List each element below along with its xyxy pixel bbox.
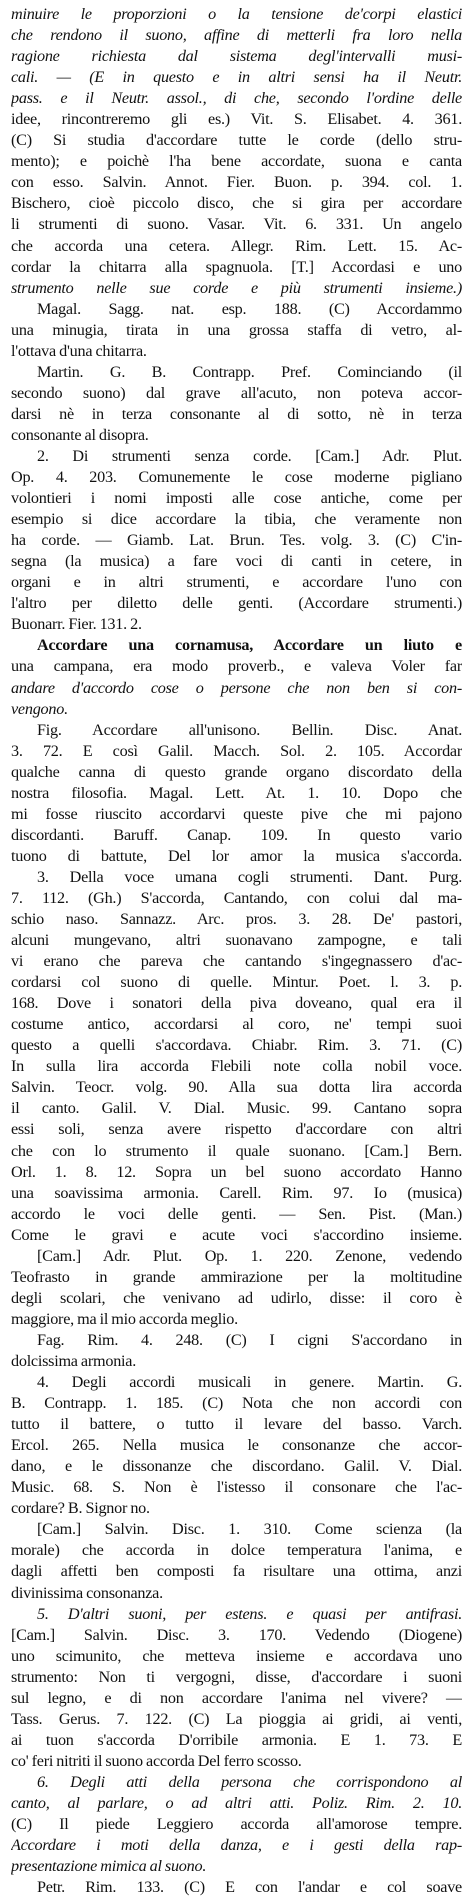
text-line: una soavissima armonia. Carell. Rim. 97. Io (musica) bbox=[11, 1183, 462, 1202]
text-line: cali. — (E in questo e in altri sensi ha il Neutr. bbox=[11, 68, 462, 87]
text-line: dagli affetti ben composti fa risultare una ottima, anzi bbox=[11, 1562, 462, 1581]
text-line: idee, rincontreremo gli es.) Vit. S. Elisabet. 4. 361. bbox=[11, 110, 462, 129]
text-line: mi fosse riuscito accordarvi queste pive che mi pajono bbox=[11, 804, 462, 823]
text-line: alcuni mungevano, altri suonavano zampogne, e tali bbox=[11, 931, 462, 950]
text-line: divinissima consonanza. bbox=[11, 1583, 163, 1602]
text-line: accordo le voci delle genti. — Sen. Pist. (Man.) bbox=[11, 1204, 462, 1223]
text-line: segna (la musica) a fare voci di canti in cetere, in bbox=[11, 552, 462, 571]
text-line: strumento: Non ti vergogni, disse, d'accordare i suoni bbox=[11, 1667, 462, 1686]
text-line: Martin. G. B. Contrapp. Pref. Cominciando (il bbox=[37, 362, 462, 381]
text-line: secondo suono) dal grave all'acuto, non poteva accor- bbox=[11, 383, 462, 402]
text-line: Music. 68. S. Non è l'istesso il consonare che l'ac- bbox=[11, 1478, 462, 1497]
text-line: schio naso. Sannazz. Arc. pros. 3. 28. De' pastori, bbox=[11, 910, 462, 929]
text-line: 3. Della voce umana cogli strumenti. Dant. Purg. bbox=[37, 867, 462, 886]
text-line: B. Contrapp. 1. 185. (C) Nota che non accordi con bbox=[11, 1394, 462, 1413]
text-line: esempio si dice accordare la tibia, che veramente non bbox=[11, 510, 462, 529]
text-line: Accordare una cornamusa, Accordare un liuto e bbox=[37, 636, 462, 655]
text-line: organi e in altri strumenti, e accordare l'uno con bbox=[11, 573, 462, 592]
text-line: Fag. Rim. 4. 248. (C) I cigni S'accordano in bbox=[37, 1330, 462, 1349]
text-line: mento); e poichè l'ha bene accordate, suona e canta bbox=[11, 152, 462, 171]
text-line: una minugia, tirata in una grossa staffa di vetro, al- bbox=[11, 320, 462, 339]
text-line: sul legno, e di non accordare l'anima nel vivere? — bbox=[11, 1688, 462, 1707]
text-line: 168. Dove i sonatori della piva doveano, qual era il bbox=[11, 994, 462, 1013]
text-line: minuire le proporzioni o la tensione de'corpi elastici bbox=[11, 5, 462, 23]
text-line: morale) che accorda in dolce temperatura l'anima, e bbox=[11, 1541, 462, 1560]
text-line: Buonarr. Fier. 131. 2. bbox=[11, 615, 142, 634]
text-line: ha corde. — Giamb. Lat. Brun. Tes. volg. 3. (C) C'in- bbox=[11, 531, 462, 550]
text-line: Accordare i moti della danza, e i gesti della rap- bbox=[11, 1836, 462, 1855]
text-line: 5. D'altri suoni, per estens. e quasi per antifrasi. bbox=[37, 1604, 462, 1623]
text-line: Come le gravi e acute voci s'accordino insieme. bbox=[11, 1225, 462, 1244]
text-line: qualche canna di questo grande organo discordato della bbox=[11, 762, 462, 781]
text-line: discordanti. Baruff. Canap. 109. In questo vario bbox=[11, 825, 462, 844]
text-line: strumento nelle sue corde e più strumenti insieme.) bbox=[11, 278, 462, 297]
text-line: dolcissima armonia. bbox=[11, 1352, 137, 1370]
text-line: In sulla lira accorda Flebili note colla nobil voce. bbox=[11, 1057, 462, 1076]
text-line: Bischero, cioè piccolo disco, che si gira per accordare bbox=[11, 194, 462, 213]
text-line: ai tuon s'accorda D'orribile armonia. E 1. 73. E bbox=[11, 1730, 462, 1749]
text-line: Op. 4. 203. Comunemente le cose moderne pigliano bbox=[11, 468, 462, 487]
text-line: Teofrasto in grande ammirazione per la moltitudine bbox=[11, 1267, 462, 1286]
text-line: l'altro per diletto delle genti. (Accordare strumenti.) bbox=[11, 594, 462, 613]
text-line: l'ottava d'una chitarra. bbox=[11, 341, 147, 360]
text-line: co' feri nitriti il suono accorda Del ferro scosso. bbox=[11, 1751, 302, 1770]
text-line: nostra filosofia. Magal. Lett. At. 1. 10. Dopo che bbox=[11, 783, 462, 802]
text-line: pass. e il Neutr. assol., di che, secondo l'ordine delle bbox=[11, 89, 462, 108]
text-line: che accorda una cetera. Allegr. Rim. Lett. 15. Ac- bbox=[11, 236, 462, 255]
text-line: con esso. Salvin. Annot. Fier. Buon. p. 394. col. 1. bbox=[11, 173, 462, 192]
text-line: Salvin. Teocr. volg. 90. Alla sua dotta lira accorda bbox=[11, 1078, 462, 1097]
text-line: Orl. 1. 8. 12. Sopra un bel suono accordato Hanno bbox=[11, 1162, 462, 1181]
text-line: (C) Si studia d'accordare tutte le corde (dello stru- bbox=[11, 131, 462, 150]
text-line: essi soli, senza avere rispetto d'accordare con altri bbox=[11, 1120, 462, 1139]
text-line: il canto. Galil. V. Dial. Music. 99. Cantano sopra bbox=[11, 1099, 462, 1118]
text-line: tuono di battute, Del lor amor la musica s'accorda. bbox=[11, 846, 462, 865]
text-line: consonante al disopra. bbox=[11, 425, 149, 444]
text-line: dano, e le dissonanze che discordano. Galil. V. Dial. bbox=[11, 1457, 462, 1476]
text-line: Petr. Rim. 133. (C) E con l'andar e col soave bbox=[37, 1878, 462, 1897]
text-line: andare d'accordo cose o persone che non ben si con- bbox=[11, 678, 462, 697]
text-line: costume antico, accordarsi al coro, ne' tempi suoi bbox=[11, 1015, 462, 1034]
text-line: tutto il battere, o tutto il levare del basso. Varch. bbox=[11, 1415, 462, 1434]
text-line: [Cam.] Adr. Plut. Op. 1. 220. Zenone, vedendo bbox=[37, 1246, 462, 1265]
text-line: cordar la chitarra alla spagnuola. [T.] Accordasi e uno bbox=[11, 257, 462, 276]
text-line: degli scolari, che venivano ad udirlo, disse: il coro è bbox=[11, 1288, 462, 1307]
text-line: Fig. Accordare all'unisono. Bellin. Disc. Anat. bbox=[37, 720, 462, 739]
text-line: cordare? B. Signor no. bbox=[11, 1499, 150, 1518]
text-line: [Cam.] Salvin. Disc. 3. 170. Vedendo (Diogene) bbox=[11, 1625, 462, 1644]
text-line: vi erano che pareva che cantando s'ingegnassero d'ac- bbox=[11, 952, 462, 971]
text-line: ragione richiesta dal sistema degl'intervalli musi- bbox=[11, 47, 462, 66]
text-line: vengono. bbox=[11, 699, 68, 718]
text-line: Tass. Gerus. 7. 122. (C) La pioggia ai gridi, ai venti, bbox=[11, 1709, 462, 1728]
text-line: 3. 72. E così Galil. Macch. Sol. 2. 105. Accordar bbox=[11, 741, 462, 760]
text-line: li strumenti di suono. Vasar. Vit. 6. 331. Un angelo bbox=[11, 215, 462, 234]
text-line: che con lo strumento il quale suonano. [Cam.] Bern. bbox=[11, 1141, 462, 1160]
text-line: (C) Il piede Leggiero accorda all'amorose tempre. bbox=[11, 1815, 462, 1834]
text-line: presentazione mimica al suono. bbox=[11, 1857, 207, 1876]
text-line: maggiore, ma il mio accorda meglio. bbox=[11, 1309, 238, 1328]
text-line: 7. 112. (Gh.) S'accorda, Cantando, con colui dal ma- bbox=[11, 888, 462, 907]
text-line: che rendono il suono, affine di metterli fra loro nella bbox=[11, 26, 462, 45]
text-line: Ercol. 265. Nella musica le consonanze che accor- bbox=[11, 1436, 462, 1455]
text-line: volontieri i nomi imposti alle cose antiche, come per bbox=[11, 489, 462, 508]
text-line: canto, al parlare, o ad altri atti. Poliz. Rim. 2. 10. bbox=[11, 1793, 462, 1812]
text-line: 4. Degli accordi musicali in genere. Martin. G. bbox=[37, 1373, 462, 1392]
text-line: darsi nè in terza consonante al di sotto, nè in terza bbox=[11, 404, 462, 423]
text-line: 6. Degli atti della persona che corrispondono al bbox=[37, 1772, 462, 1791]
text-line: cordarsi col suono di quelle. Mintur. Poet. l. 3. p. bbox=[11, 973, 462, 992]
text-line: 2. Di strumenti senza corde. [Cam.] Adr. Plut. bbox=[37, 446, 462, 465]
text-line: uno scimunito, che metteva insieme e accordava uno bbox=[11, 1646, 462, 1665]
text-line: Magal. Sagg. nat. esp. 188. (C) Accordammo bbox=[37, 299, 462, 318]
text-line: [Cam.] Salvin. Disc. 1. 310. Come scienza (la bbox=[37, 1520, 462, 1539]
text-line: una campana, era modo proverb., e valeva Voler far bbox=[11, 657, 462, 676]
text-line: questo a quelli s'accordava. Chiabr. Rim. 3. 71. (C) bbox=[11, 1036, 462, 1055]
